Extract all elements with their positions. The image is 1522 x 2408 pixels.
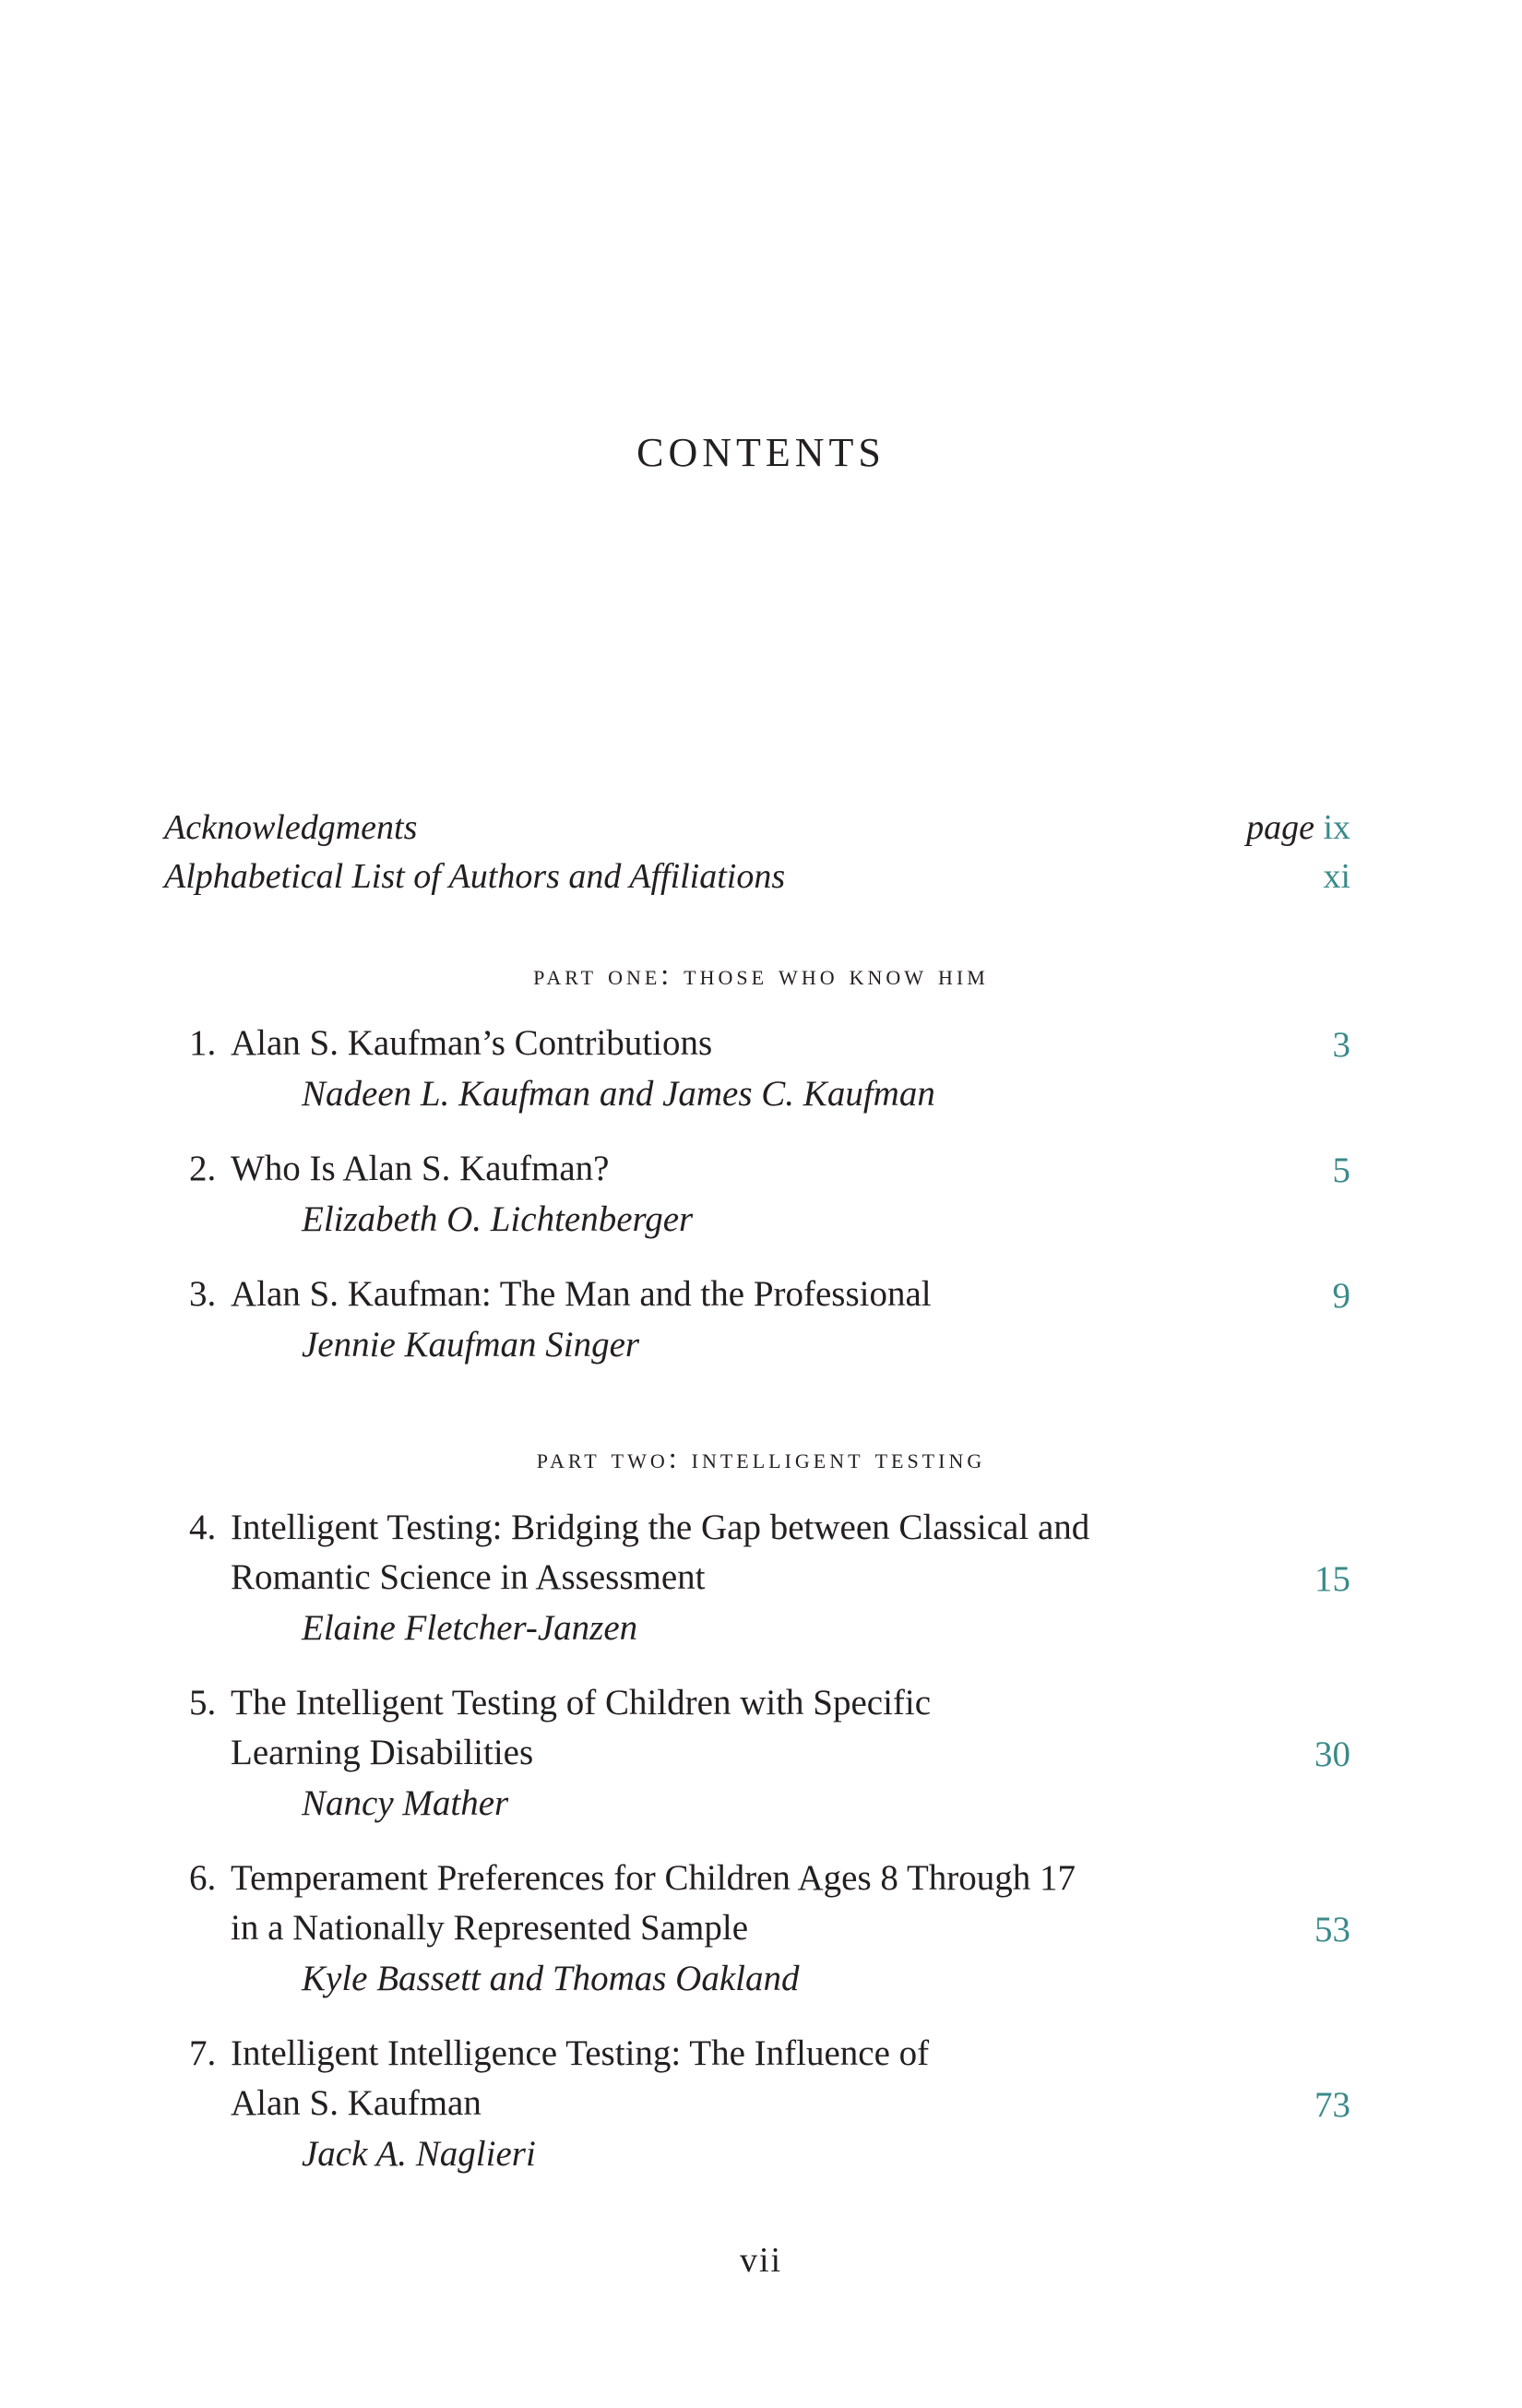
toc-front-label: Alphabetical List of Authors and Affiliations <box>164 857 786 896</box>
chapter-title-line-1: Intelligent Intelligence Testing: The Influence of <box>231 2033 930 2073</box>
chapter-author: Kyle Bassett and Thomas Oakland <box>302 1959 800 1998</box>
chapter-title: Alan S. Kaufman: The Man and the Professional <box>231 1274 932 1314</box>
page-title: CONTENTS <box>636 430 886 475</box>
page-number: vii <box>739 2241 783 2280</box>
chapter-number: 1. <box>189 1023 217 1063</box>
chapter-title-line-1: Temperament Preferences for Children Ages 8 Through 17 <box>231 1858 1076 1898</box>
toc-chapter-3[interactable] <box>0 1273 1522 1375</box>
chapter-title-line-1: The Intelligent Testing of Children with Specific <box>231 1683 932 1723</box>
toc-front-page: page ix <box>1246 808 1350 847</box>
part-heading-one: part one: those who know him <box>533 958 989 991</box>
chapter-page: 5 <box>1332 1150 1350 1190</box>
chapter-title-line-2: Learning Disabilities <box>231 1733 534 1772</box>
chapter-page: 30 <box>1314 1734 1350 1774</box>
chapter-number: 4. <box>189 1508 217 1547</box>
chapter-author: Jack A. Naglieri <box>302 2134 536 2174</box>
chapter-title-line-2: Romantic Science in Assessment <box>231 1557 706 1597</box>
chapter-title-line-1: Intelligent Testing: Bridging the Gap between Classical and <box>231 1508 1090 1547</box>
chapter-title-line-2: in a Nationally Represented Sample <box>231 1908 749 1948</box>
chapter-page: 53 <box>1314 1910 1350 1949</box>
chapter-title-line-2: Alan S. Kaufman <box>231 2083 482 2123</box>
toc-front-label: Acknowledgments <box>164 808 418 847</box>
chapter-author: Nancy Mather <box>302 1783 509 1823</box>
toc-chapter-1[interactable] <box>0 1022 1522 1124</box>
chapter-number: 3. <box>189 1274 217 1314</box>
chapter-page: 15 <box>1314 1559 1350 1599</box>
toc-chapter-2[interactable] <box>0 1148 1522 1249</box>
chapter-author: Jennie Kaufman Singer <box>302 1325 640 1365</box>
chapter-number: 7. <box>189 2033 217 2073</box>
chapter-author: Nadeen L. Kaufman and James C. Kaufman <box>302 1074 935 1114</box>
chapter-author: Elaine Fletcher-Janzen <box>302 1608 638 1648</box>
chapter-page: 3 <box>1332 1025 1350 1065</box>
toc-chapter-5[interactable] <box>0 1682 1522 1834</box>
chapter-author: Elizabeth O. Lichtenberger <box>302 1199 694 1239</box>
toc-front-page: xi <box>1323 857 1350 896</box>
toc-front-row-authors[interactable] <box>164 856 1350 908</box>
part-heading-two: part two: intelligent testing <box>536 1441 986 1474</box>
chapter-page: 73 <box>1314 2085 1350 2125</box>
toc-chapter-7[interactable] <box>0 2032 1522 2185</box>
chapter-number: 5. <box>189 1683 217 1723</box>
chapter-number: 2. <box>189 1149 217 1188</box>
chapter-number: 6. <box>189 1858 217 1898</box>
chapter-title: Who Is Alan S. Kaufman? <box>231 1149 610 1188</box>
toc-chapter-4[interactable] <box>0 1507 1522 1659</box>
chapter-title: Alan S. Kaufman’s Contributions <box>231 1023 713 1063</box>
toc-front-row-acknowledgments[interactable] <box>164 807 1350 859</box>
chapter-page: 9 <box>1332 1276 1350 1316</box>
toc-chapter-6[interactable] <box>0 1857 1522 2009</box>
